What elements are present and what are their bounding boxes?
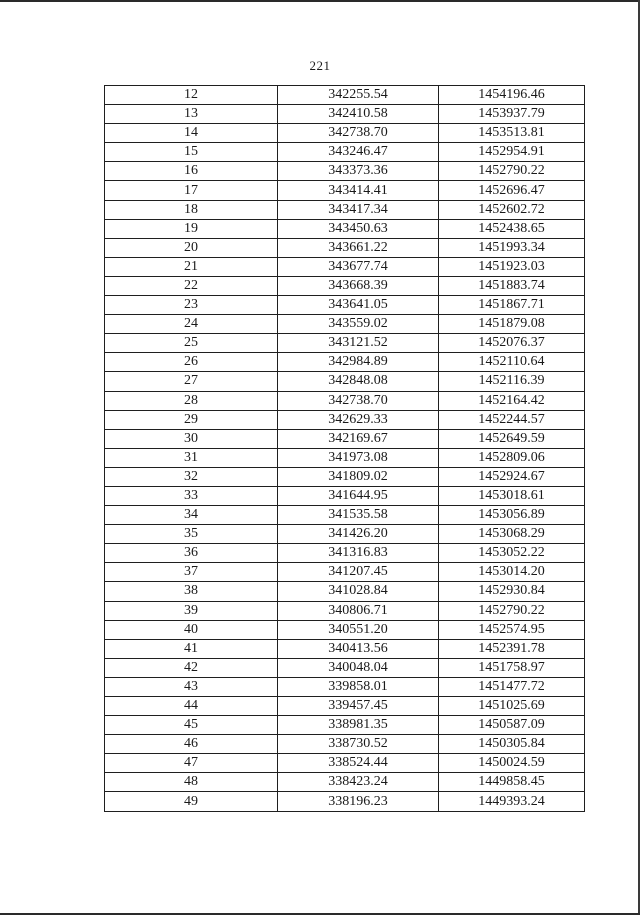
x-coordinate-cell: 341535.58: [278, 506, 439, 525]
point-number-cell: 15: [105, 143, 278, 162]
y-coordinate-cell: 1450587.09: [439, 716, 585, 735]
point-number-cell: 36: [105, 544, 278, 563]
x-coordinate-cell: 342984.89: [278, 353, 439, 372]
x-coordinate-cell: 343121.52: [278, 334, 439, 353]
table-row: [105, 162, 585, 181]
table-row: [105, 563, 585, 582]
y-coordinate-cell: 1453937.79: [439, 105, 585, 124]
x-coordinate-cell: 343373.36: [278, 162, 439, 181]
table-row: [105, 257, 585, 276]
x-coordinate-cell: 341973.08: [278, 448, 439, 467]
point-number-cell: 39: [105, 601, 278, 620]
point-number-cell: 17: [105, 181, 278, 200]
x-coordinate-cell: 338730.52: [278, 735, 439, 754]
table-row: [105, 200, 585, 219]
table-row: [105, 582, 585, 601]
point-number-cell: 34: [105, 506, 278, 525]
point-number-cell: 26: [105, 353, 278, 372]
table-row: [105, 467, 585, 486]
y-coordinate-cell: 1452110.64: [439, 353, 585, 372]
y-coordinate-cell: 1452164.42: [439, 391, 585, 410]
y-coordinate-cell: 1452930.84: [439, 582, 585, 601]
table-row: [105, 124, 585, 143]
x-coordinate-cell: 343641.05: [278, 296, 439, 315]
x-coordinate-cell: 338981.35: [278, 716, 439, 735]
x-coordinate-cell: 342629.33: [278, 410, 439, 429]
x-coordinate-cell: 342848.08: [278, 372, 439, 391]
x-coordinate-cell: 338196.23: [278, 792, 439, 811]
x-coordinate-cell: 343417.34: [278, 200, 439, 219]
table-row: [105, 620, 585, 639]
y-coordinate-cell: 1453052.22: [439, 544, 585, 563]
x-coordinate-cell: 339858.01: [278, 677, 439, 696]
y-coordinate-cell: 1451879.08: [439, 315, 585, 334]
y-coordinate-cell: 1452924.67: [439, 467, 585, 486]
point-number-cell: 31: [105, 448, 278, 467]
table-row: [105, 544, 585, 563]
table-row: [105, 143, 585, 162]
x-coordinate-cell: 340413.56: [278, 639, 439, 658]
y-coordinate-cell: 1452391.78: [439, 639, 585, 658]
y-coordinate-cell: 1452602.72: [439, 200, 585, 219]
table-row: [105, 315, 585, 334]
table-row: [105, 181, 585, 200]
table-row: [105, 486, 585, 505]
point-number-cell: 22: [105, 276, 278, 295]
y-coordinate-cell: 1452809.06: [439, 448, 585, 467]
x-coordinate-cell: 343677.74: [278, 257, 439, 276]
point-number-cell: 18: [105, 200, 278, 219]
y-coordinate-cell: 1452790.22: [439, 601, 585, 620]
y-coordinate-cell: 1451993.34: [439, 238, 585, 257]
point-number-cell: 23: [105, 296, 278, 315]
x-coordinate-cell: 340551.20: [278, 620, 439, 639]
y-coordinate-cell: 1453513.81: [439, 124, 585, 143]
point-number-cell: 38: [105, 582, 278, 601]
x-coordinate-cell: 343246.47: [278, 143, 439, 162]
table-row: [105, 219, 585, 238]
x-coordinate-cell: 342738.70: [278, 391, 439, 410]
y-coordinate-cell: 1452438.65: [439, 219, 585, 238]
point-number-cell: 49: [105, 792, 278, 811]
table-row: [105, 506, 585, 525]
table-row: [105, 391, 585, 410]
point-number-cell: 40: [105, 620, 278, 639]
y-coordinate-cell: 1449393.24: [439, 792, 585, 811]
y-coordinate-cell: 1452244.57: [439, 410, 585, 429]
x-coordinate-cell: 341207.45: [278, 563, 439, 582]
table-row: [105, 353, 585, 372]
table-row: [105, 792, 585, 811]
x-coordinate-cell: 343661.22: [278, 238, 439, 257]
point-number-cell: 29: [105, 410, 278, 429]
table-row: [105, 639, 585, 658]
point-number-cell: 21: [105, 257, 278, 276]
x-coordinate-cell: 343450.63: [278, 219, 439, 238]
y-coordinate-cell: 1454196.46: [439, 86, 585, 105]
y-coordinate-cell: 1451758.97: [439, 658, 585, 677]
y-coordinate-cell: 1451923.03: [439, 257, 585, 276]
x-coordinate-cell: 340048.04: [278, 658, 439, 677]
point-number-cell: 48: [105, 773, 278, 792]
y-coordinate-cell: 1452076.37: [439, 334, 585, 353]
point-number-cell: 37: [105, 563, 278, 582]
point-number-cell: 47: [105, 754, 278, 773]
x-coordinate-cell: 338524.44: [278, 754, 439, 773]
table-row: [105, 525, 585, 544]
point-number-cell: 45: [105, 716, 278, 735]
x-coordinate-cell: 343559.02: [278, 315, 439, 334]
point-number-cell: 20: [105, 238, 278, 257]
x-coordinate-cell: 343668.39: [278, 276, 439, 295]
x-coordinate-cell: 342738.70: [278, 124, 439, 143]
page-number: 221: [309, 58, 331, 73]
point-number-cell: 16: [105, 162, 278, 181]
x-coordinate-cell: 341809.02: [278, 467, 439, 486]
point-number-cell: 28: [105, 391, 278, 410]
table-row: [105, 238, 585, 257]
y-coordinate-cell: 1450305.84: [439, 735, 585, 754]
y-coordinate-cell: 1452954.91: [439, 143, 585, 162]
y-coordinate-cell: 1451025.69: [439, 697, 585, 716]
point-number-cell: 32: [105, 467, 278, 486]
y-coordinate-cell: 1451867.71: [439, 296, 585, 315]
table-row: [105, 448, 585, 467]
point-number-cell: 46: [105, 735, 278, 754]
x-coordinate-cell: 338423.24: [278, 773, 439, 792]
table-row: [105, 410, 585, 429]
point-number-cell: 44: [105, 697, 278, 716]
x-coordinate-cell: 341644.95: [278, 486, 439, 505]
x-coordinate-cell: 342410.58: [278, 105, 439, 124]
point-number-cell: 25: [105, 334, 278, 353]
table-row: [105, 773, 585, 792]
y-coordinate-cell: 1452649.59: [439, 429, 585, 448]
scan-edge-top: [0, 0, 640, 2]
table-row: [105, 716, 585, 735]
table-row: [105, 677, 585, 696]
table-row: [105, 697, 585, 716]
x-coordinate-cell: 342169.67: [278, 429, 439, 448]
y-coordinate-cell: 1451883.74: [439, 276, 585, 295]
point-number-cell: 41: [105, 639, 278, 658]
point-number-cell: 19: [105, 219, 278, 238]
x-coordinate-cell: 341028.84: [278, 582, 439, 601]
point-number-cell: 27: [105, 372, 278, 391]
point-number-cell: 43: [105, 677, 278, 696]
x-coordinate-cell: 341426.20: [278, 525, 439, 544]
point-number-cell: 35: [105, 525, 278, 544]
point-number-cell: 42: [105, 658, 278, 677]
y-coordinate-cell: 1452696.47: [439, 181, 585, 200]
y-coordinate-cell: 1449858.45: [439, 773, 585, 792]
table-row: [105, 334, 585, 353]
x-coordinate-cell: 343414.41: [278, 181, 439, 200]
table-row: [105, 429, 585, 448]
y-coordinate-cell: 1451477.72: [439, 677, 585, 696]
table-row: [105, 735, 585, 754]
y-coordinate-cell: 1452574.95: [439, 620, 585, 639]
x-coordinate-cell: 341316.83: [278, 544, 439, 563]
table-row: [105, 372, 585, 391]
table-row: [105, 276, 585, 295]
table-row: [105, 105, 585, 124]
x-coordinate-cell: 340806.71: [278, 601, 439, 620]
y-coordinate-cell: 1453018.61: [439, 486, 585, 505]
x-coordinate-cell: 342255.54: [278, 86, 439, 105]
y-coordinate-cell: 1453056.89: [439, 506, 585, 525]
point-number-cell: 14: [105, 124, 278, 143]
table-row: [105, 601, 585, 620]
y-coordinate-cell: 1453068.29: [439, 525, 585, 544]
table-row: [105, 296, 585, 315]
coordinates-table: [104, 85, 585, 812]
table-row: [105, 754, 585, 773]
y-coordinate-cell: 1452116.39: [439, 372, 585, 391]
point-number-cell: 13: [105, 105, 278, 124]
x-coordinate-cell: 339457.45: [278, 697, 439, 716]
y-coordinate-cell: 1450024.59: [439, 754, 585, 773]
point-number-cell: 30: [105, 429, 278, 448]
coordinates-table-body: [105, 86, 585, 812]
table-row: [105, 86, 585, 105]
table-row: [105, 658, 585, 677]
y-coordinate-cell: 1452790.22: [439, 162, 585, 181]
point-number-cell: 24: [105, 315, 278, 334]
point-number-cell: 33: [105, 486, 278, 505]
point-number-cell: 12: [105, 86, 278, 105]
y-coordinate-cell: 1453014.20: [439, 563, 585, 582]
